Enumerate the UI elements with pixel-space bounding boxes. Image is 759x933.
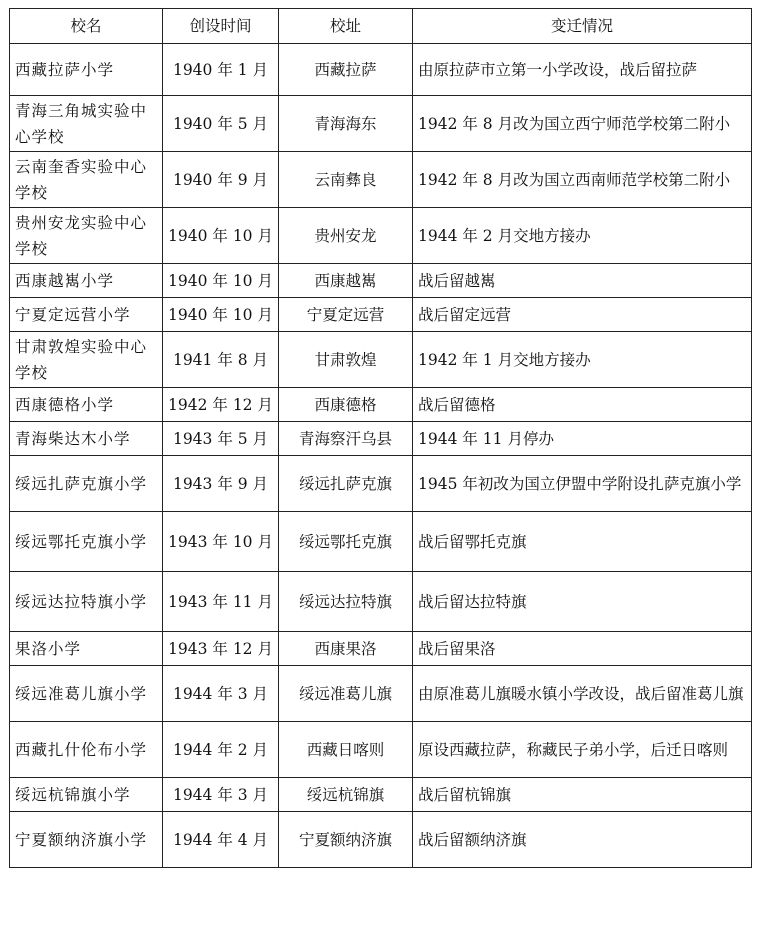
address-cell: 青海海东: [279, 96, 413, 152]
founded-date-cell: 1944 年 3 月: [163, 666, 279, 722]
changes-cell: 由原拉萨市立第一小学改设，战后留拉萨: [413, 44, 752, 96]
table-row: [10, 512, 752, 572]
changes-cell: 战后留德格: [413, 388, 752, 422]
founded-date-cell: 1940 年 10 月: [163, 298, 279, 332]
header-row: [10, 9, 752, 44]
table-row: [10, 264, 752, 298]
school-table: [9, 8, 752, 868]
header-changes: 变迁情况: [413, 9, 752, 44]
changes-cell: 战后留额纳济旗: [413, 812, 752, 868]
table-row: [10, 44, 752, 96]
school-name-cell: 云南奎香实验中心学校: [10, 152, 163, 208]
founded-date-cell: 1943 年 12 月: [163, 632, 279, 666]
school-name-cell: 西藏扎什伦布小学: [10, 722, 163, 778]
address-cell: 西藏日喀则: [279, 722, 413, 778]
address-cell: 云南彝良: [279, 152, 413, 208]
table-row: [10, 152, 752, 208]
changes-cell: 战后留定远营: [413, 298, 752, 332]
school-name-cell: 甘肃敦煌实验中心学校: [10, 332, 163, 388]
address-cell: 绥远达拉特旗: [279, 572, 413, 632]
address-cell: 西康果洛: [279, 632, 413, 666]
changes-cell: 战后留杭锦旗: [413, 778, 752, 812]
table-row: [10, 632, 752, 666]
header-founded-date: 创设时间: [163, 9, 279, 44]
school-name-cell: 绥远鄂托克旗小学: [10, 512, 163, 572]
changes-cell: 战后留果洛: [413, 632, 752, 666]
school-name-cell: 贵州安龙实验中心学校: [10, 208, 163, 264]
address-cell: 西康德格: [279, 388, 413, 422]
address-cell: 绥远准葛儿旗: [279, 666, 413, 722]
address-cell: 绥远杭锦旗: [279, 778, 413, 812]
school-name-cell: 青海三角城实验中心学校: [10, 96, 163, 152]
header-address: 校址: [279, 9, 413, 44]
table-row: [10, 666, 752, 722]
founded-date-cell: 1944 年 3 月: [163, 778, 279, 812]
header-school-name: 校名: [10, 9, 163, 44]
founded-date-cell: 1944 年 2 月: [163, 722, 279, 778]
table-row: [10, 332, 752, 388]
school-name-cell: 青海柴达木小学: [10, 422, 163, 456]
changes-cell: 1942 年 8 月改为国立西宁师范学校第二附小: [413, 96, 752, 152]
table-row: [10, 778, 752, 812]
address-cell: 青海察汗乌县: [279, 422, 413, 456]
founded-date-cell: 1943 年 5 月: [163, 422, 279, 456]
table-row: [10, 96, 752, 152]
school-name-cell: 绥远达拉特旗小学: [10, 572, 163, 632]
school-name-cell: 西康德格小学: [10, 388, 163, 422]
changes-cell: 战后留达拉特旗: [413, 572, 752, 632]
founded-date-cell: 1941 年 8 月: [163, 332, 279, 388]
table-row: [10, 572, 752, 632]
address-cell: 宁夏额纳济旗: [279, 812, 413, 868]
school-name-cell: 西康越嶲小学: [10, 264, 163, 298]
table-row: [10, 722, 752, 778]
founded-date-cell: 1943 年 9 月: [163, 456, 279, 512]
founded-date-cell: 1942 年 12 月: [163, 388, 279, 422]
changes-cell: 由原准葛儿旗暖水镇小学改设，战后留准葛儿旗: [413, 666, 752, 722]
address-cell: 绥远扎萨克旗: [279, 456, 413, 512]
address-cell: 贵州安龙: [279, 208, 413, 264]
address-cell: 甘肃敦煌: [279, 332, 413, 388]
changes-cell: 原设西藏拉萨，称藏民子弟小学，后迁日喀则: [413, 722, 752, 778]
school-name-cell: 西藏拉萨小学: [10, 44, 163, 96]
changes-cell: 1944 年 2 月交地方接办: [413, 208, 752, 264]
changes-cell: 1944 年 11 月停办: [413, 422, 752, 456]
changes-cell: 战后留越嶲: [413, 264, 752, 298]
changes-cell: 1942 年 8 月改为国立西南师范学校第二附小: [413, 152, 752, 208]
address-cell: 绥远鄂托克旗: [279, 512, 413, 572]
table-row: [10, 812, 752, 868]
school-name-cell: 宁夏额纳济旗小学: [10, 812, 163, 868]
founded-date-cell: 1943 年 10 月: [163, 512, 279, 572]
founded-date-cell: 1943 年 11 月: [163, 572, 279, 632]
changes-cell: 1942 年 1 月交地方接办: [413, 332, 752, 388]
founded-date-cell: 1940 年 10 月: [163, 208, 279, 264]
table-row: [10, 422, 752, 456]
table-body: [10, 44, 752, 868]
table-row: [10, 298, 752, 332]
table-row: [10, 388, 752, 422]
founded-date-cell: 1944 年 4 月: [163, 812, 279, 868]
founded-date-cell: 1940 年 5 月: [163, 96, 279, 152]
table-row: [10, 208, 752, 264]
founded-date-cell: 1940 年 9 月: [163, 152, 279, 208]
address-cell: 宁夏定远营: [279, 298, 413, 332]
address-cell: 西康越嶲: [279, 264, 413, 298]
school-name-cell: 绥远准葛儿旗小学: [10, 666, 163, 722]
founded-date-cell: 1940 年 1 月: [163, 44, 279, 96]
changes-cell: 1945 年初改为国立伊盟中学附设扎萨克旗小学: [413, 456, 752, 512]
changes-cell: 战后留鄂托克旗: [413, 512, 752, 572]
table-row: [10, 456, 752, 512]
school-name-cell: 绥远杭锦旗小学: [10, 778, 163, 812]
school-name-cell: 果洛小学: [10, 632, 163, 666]
address-cell: 西藏拉萨: [279, 44, 413, 96]
school-name-cell: 绥远扎萨克旗小学: [10, 456, 163, 512]
school-name-cell: 宁夏定远营小学: [10, 298, 163, 332]
founded-date-cell: 1940 年 10 月: [163, 264, 279, 298]
